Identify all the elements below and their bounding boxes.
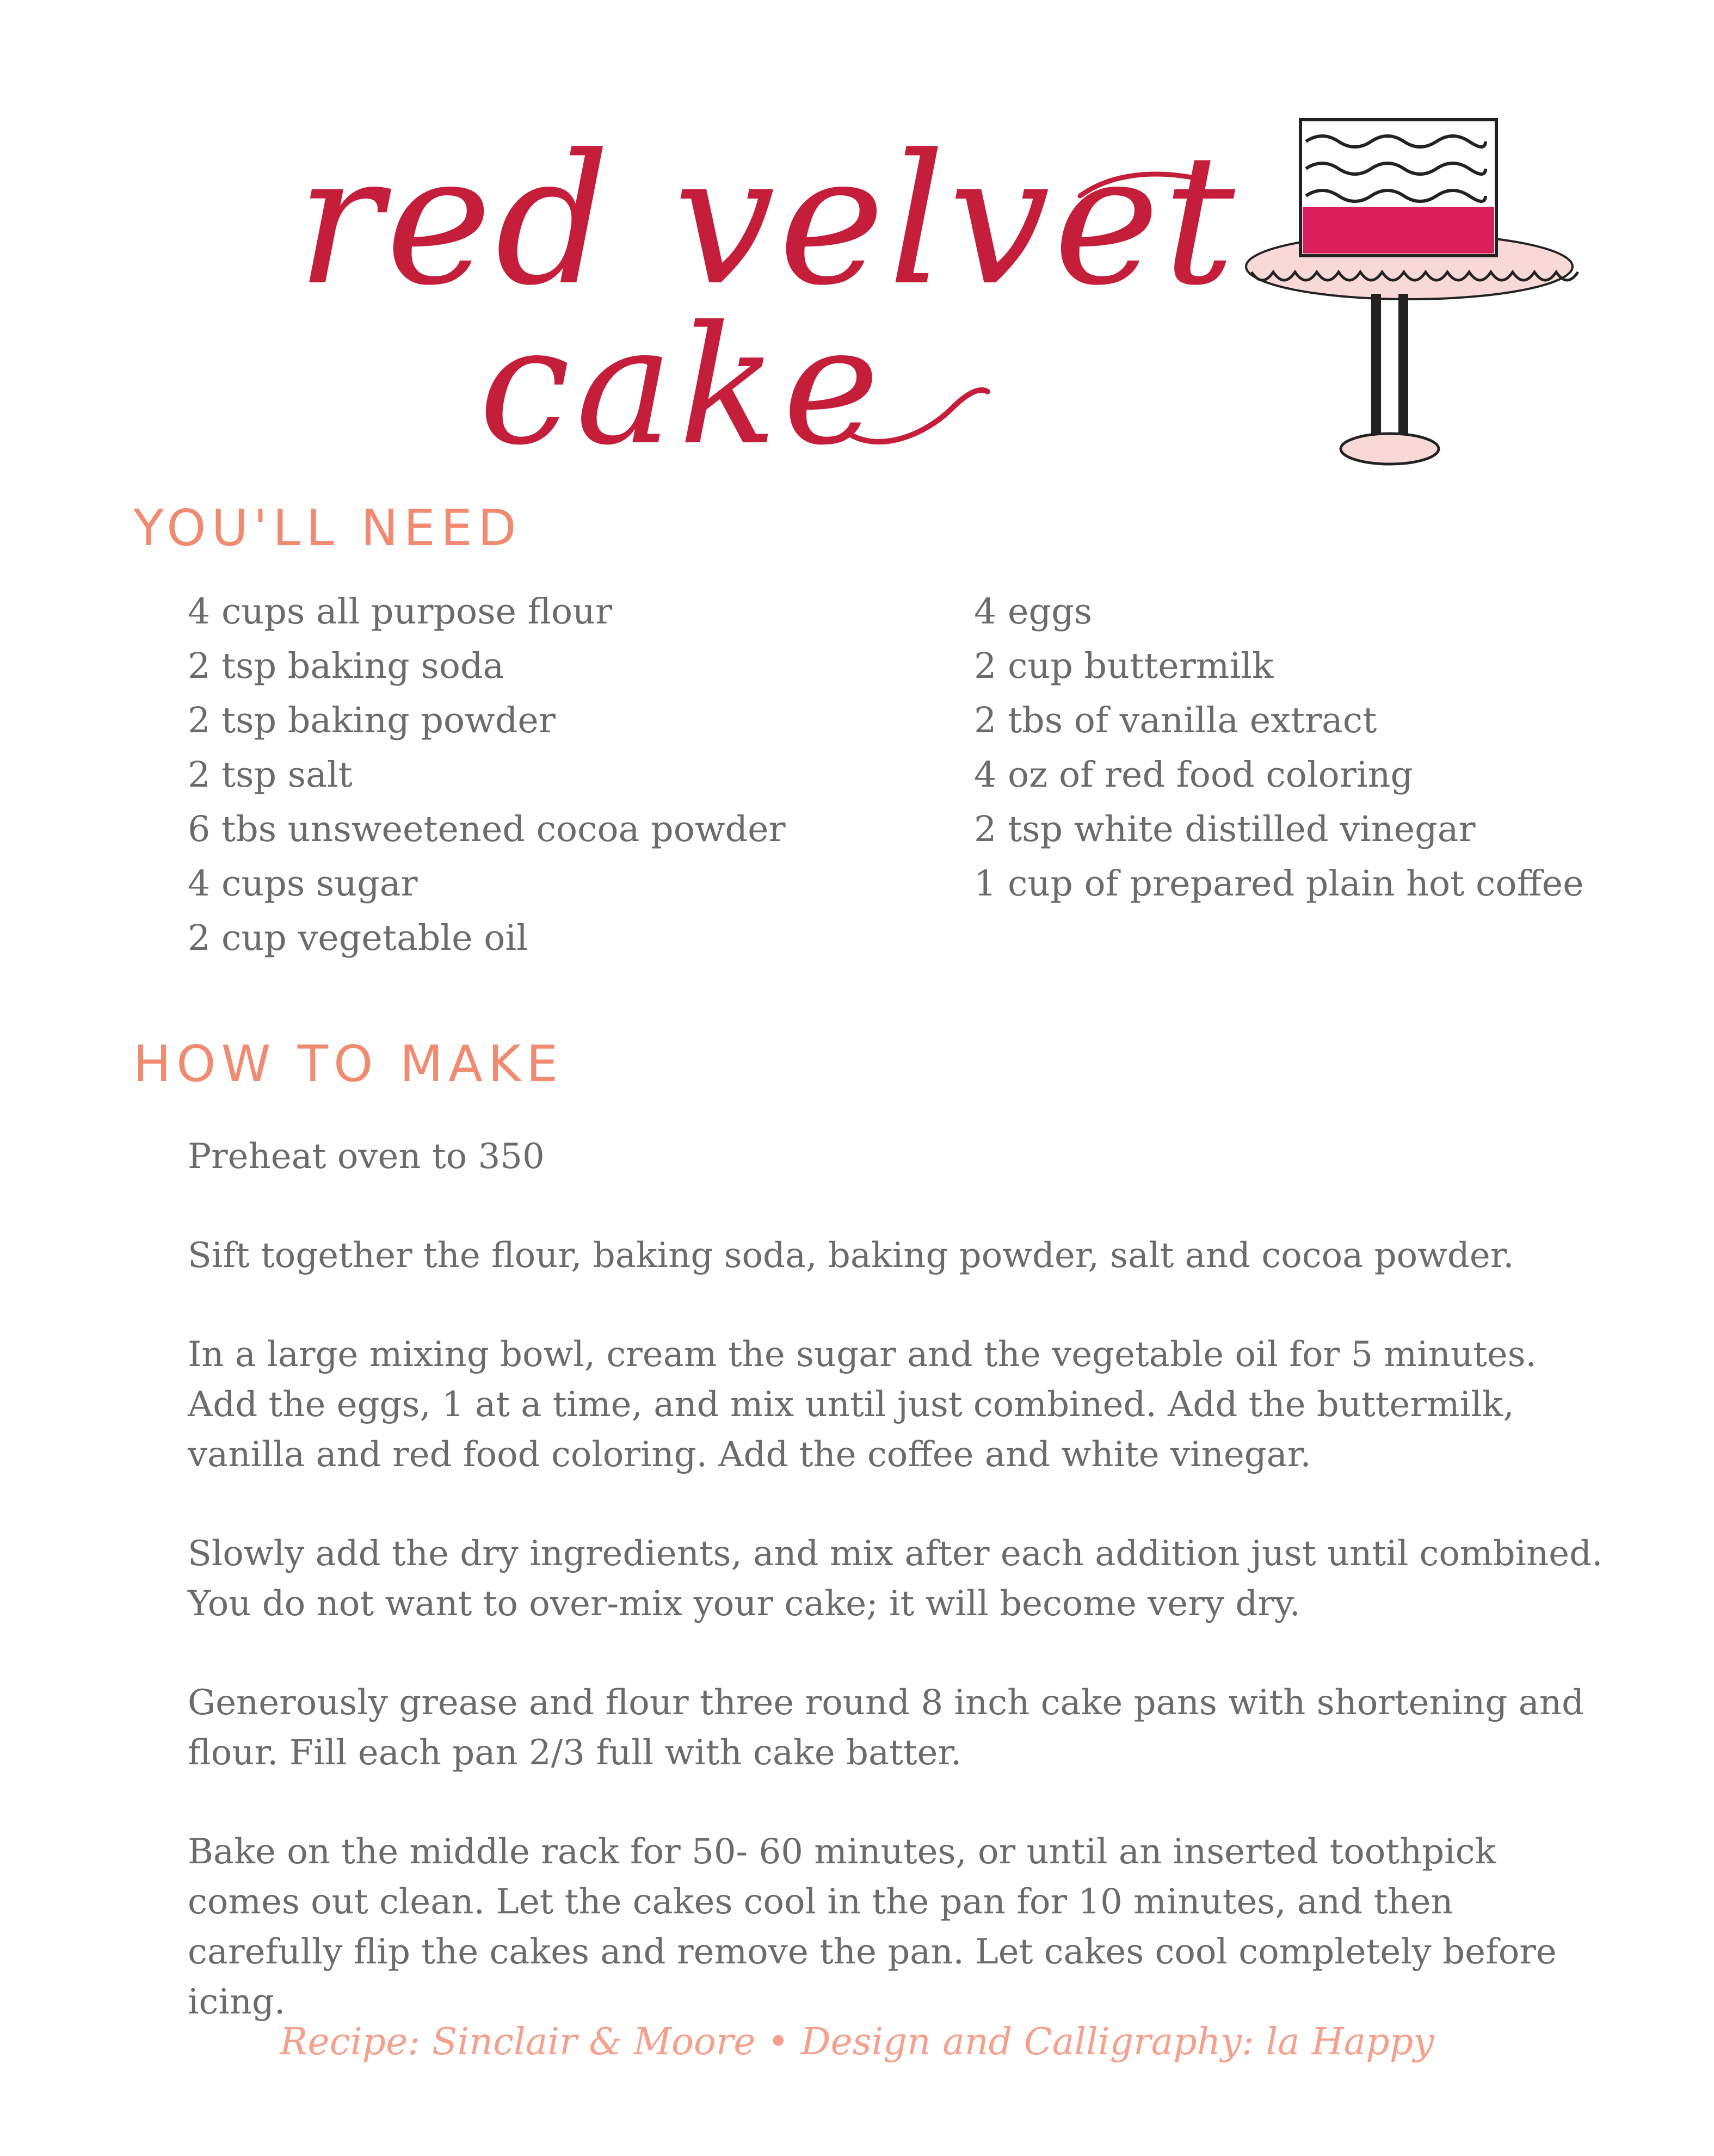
ingredient-item: 2 tsp salt	[188, 755, 353, 795]
title-line-1: red velvet	[297, 116, 1238, 325]
ingredient-item: 4 oz of red food coloring	[974, 755, 1414, 795]
ingredient-item: 1 cup of prepared plain hot coffee	[974, 863, 1584, 904]
title-swash-flourish	[849, 370, 990, 457]
method-step: Preheat oven to 350	[188, 1136, 545, 1177]
ingredient-item: 2 cup vegetable oil	[188, 918, 528, 959]
method-step: Generously grease and flour three round 8 inch cake pans with shortening and flour. Fill each pan 2/3 full with cake batter.	[188, 1683, 1584, 1773]
credits-line: Recipe: Sinclair & Moore • Design and Calligraphy: la Happy	[280, 2021, 1434, 2064]
ingredient-item: 2 tsp baking soda	[188, 646, 504, 687]
title-flourish-tail	[1077, 163, 1208, 212]
ingredient-item: 2 cup buttermilk	[974, 646, 1274, 687]
ingredient-item: 2 tsp baking powder	[188, 700, 556, 741]
method-heading: HOW TO MAKE	[133, 1035, 564, 1093]
ingredient-item: 2 tsp white distilled vinegar	[974, 809, 1476, 850]
method-step: Bake on the middle rack for 50- 60 minutes, or until an inserted toothpick comes out clean. Let the cakes cool in the pan for 10 minutes, and then carefully flip the cakes and remove the pan. Let cakes cool completely before icing.	[188, 1832, 1557, 2022]
ingredient-item: 6 tbs unsweetened cocoa powder	[188, 809, 786, 850]
title-line-2: cake	[479, 291, 885, 481]
ingredient-item: 4 cups all purpose flour	[188, 591, 613, 632]
ingredient-item: 2 tbs of vanilla extract	[974, 700, 1377, 741]
ingredients-heading: YOU'LL NEED	[133, 499, 522, 557]
method-step: Sift together the flour, baking soda, baking powder, salt and cocoa powder.	[188, 1235, 1514, 1276]
ingredients-list-right	[974, 585, 1681, 911]
cake-on-stand-icon	[1235, 109, 1583, 479]
ingredient-item: 4 eggs	[974, 591, 1093, 632]
ingredients-list-left	[188, 585, 950, 966]
method-step: In a large mixing bowl, cream the sugar and the vegetable oil for 5 minutes. Add the eggs, 1 at a time, and mix until just combined. Add the buttermilk, vanilla and red food coloring. Add the coffee and white vinegar.	[188, 1335, 1537, 1475]
method-step: Slowly add the dry ingredients, and mix after each addition just until combined. You do not want to over-mix your cake; it will become very dry.	[188, 1534, 1603, 1624]
method-steps	[188, 1132, 1613, 2076]
ingredient-item: 4 cups sugar	[188, 863, 418, 904]
